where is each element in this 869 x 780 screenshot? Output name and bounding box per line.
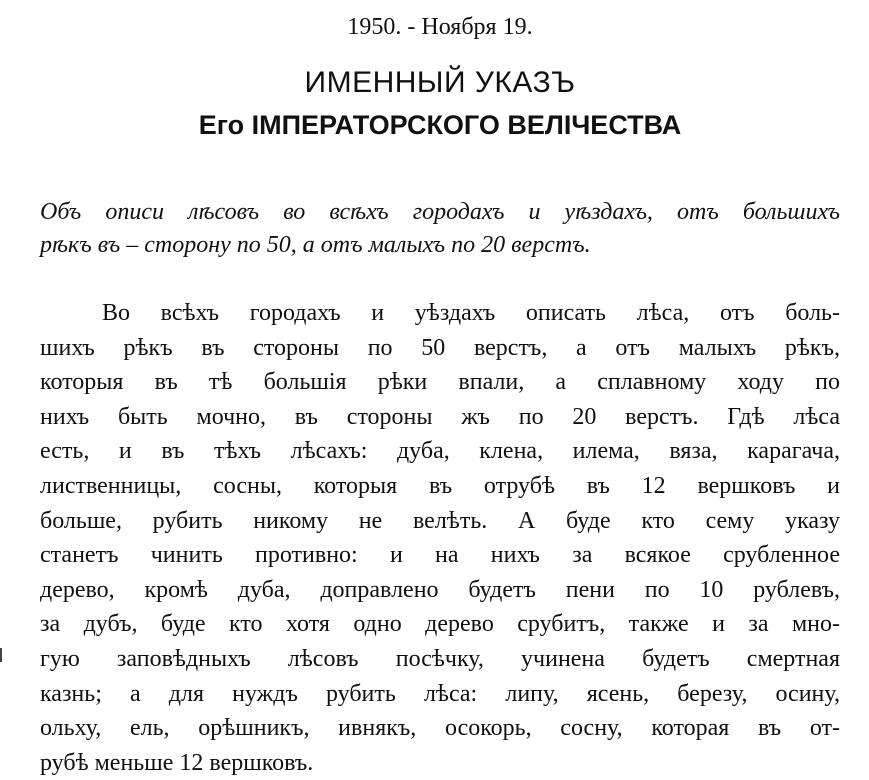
body-line: лиственницы, сосны, которыя въ отрубѣ въ 12 вершковъ и bbox=[40, 472, 840, 499]
body-line: казнь; а для нуждъ рубить лѣса: липу, ясень, березу, осину, bbox=[40, 680, 840, 707]
body-line: шихъ рѣкъ въ стороны по 50 верстъ, а отъ малыхъ рѣкъ, bbox=[40, 334, 840, 361]
body-line: нихъ быть мочно, въ стороны жъ по 20 верстъ. Гдѣ лѣса bbox=[40, 403, 840, 430]
margin-mark bbox=[0, 648, 2, 662]
body-line: рубѣ меньше 12 вершковъ. bbox=[40, 749, 314, 776]
body-line: есть, и въ тѣхъ лѣсахъ: дуба, клена, илема, вяза, карагача, bbox=[40, 438, 840, 465]
decree-subtitle: Его ІМПЕРАТОРСКОГО ВЕЛІЧЕСТВА bbox=[198, 110, 682, 140]
body-line: дерево, кромѣ дуба, доправлено будетъ пени по 10 рублевъ, bbox=[40, 576, 840, 603]
body-line: которыя въ тѣ большія рѣки впали, а сплавному ходу по bbox=[40, 369, 840, 396]
body-line: за дубъ, буде кто хотя одно дерево срубитъ, также и за мно- bbox=[40, 611, 840, 638]
body-line: гую заповѣдныхъ лѣсовъ посѣчку, учинена будетъ смертная bbox=[40, 645, 840, 672]
decree-summary bbox=[40, 196, 840, 262]
body-line: Во всѣхъ городахъ и уѣздахъ описать лѣса, отъ боль- bbox=[102, 300, 840, 326]
summary-line: Объ описи лѣсовъ во всѣхъ городахъ и уѣздахъ, отъ большихъ bbox=[40, 199, 840, 225]
document-date: 1950. - Ноября 19. bbox=[347, 14, 533, 40]
document-page bbox=[40, 0, 840, 777]
summary-line: рѣкъ въ – сторону по 50, а отъ малыхъ по 20 верстъ. bbox=[40, 232, 591, 258]
body-line: ольху, ель, орѣшникъ, ивнякъ, осокорь, сосну, которая въ от- bbox=[40, 715, 840, 742]
body-line: станетъ чинить противно: и на нихъ за всякое срубленное bbox=[40, 542, 840, 569]
body-line: больше, рубить никому не велѣть. А буде кто сему указу bbox=[40, 507, 840, 534]
decree-title: ИМЕННЫЙ УКАЗЪ bbox=[304, 66, 576, 99]
decree-body bbox=[40, 296, 840, 780]
